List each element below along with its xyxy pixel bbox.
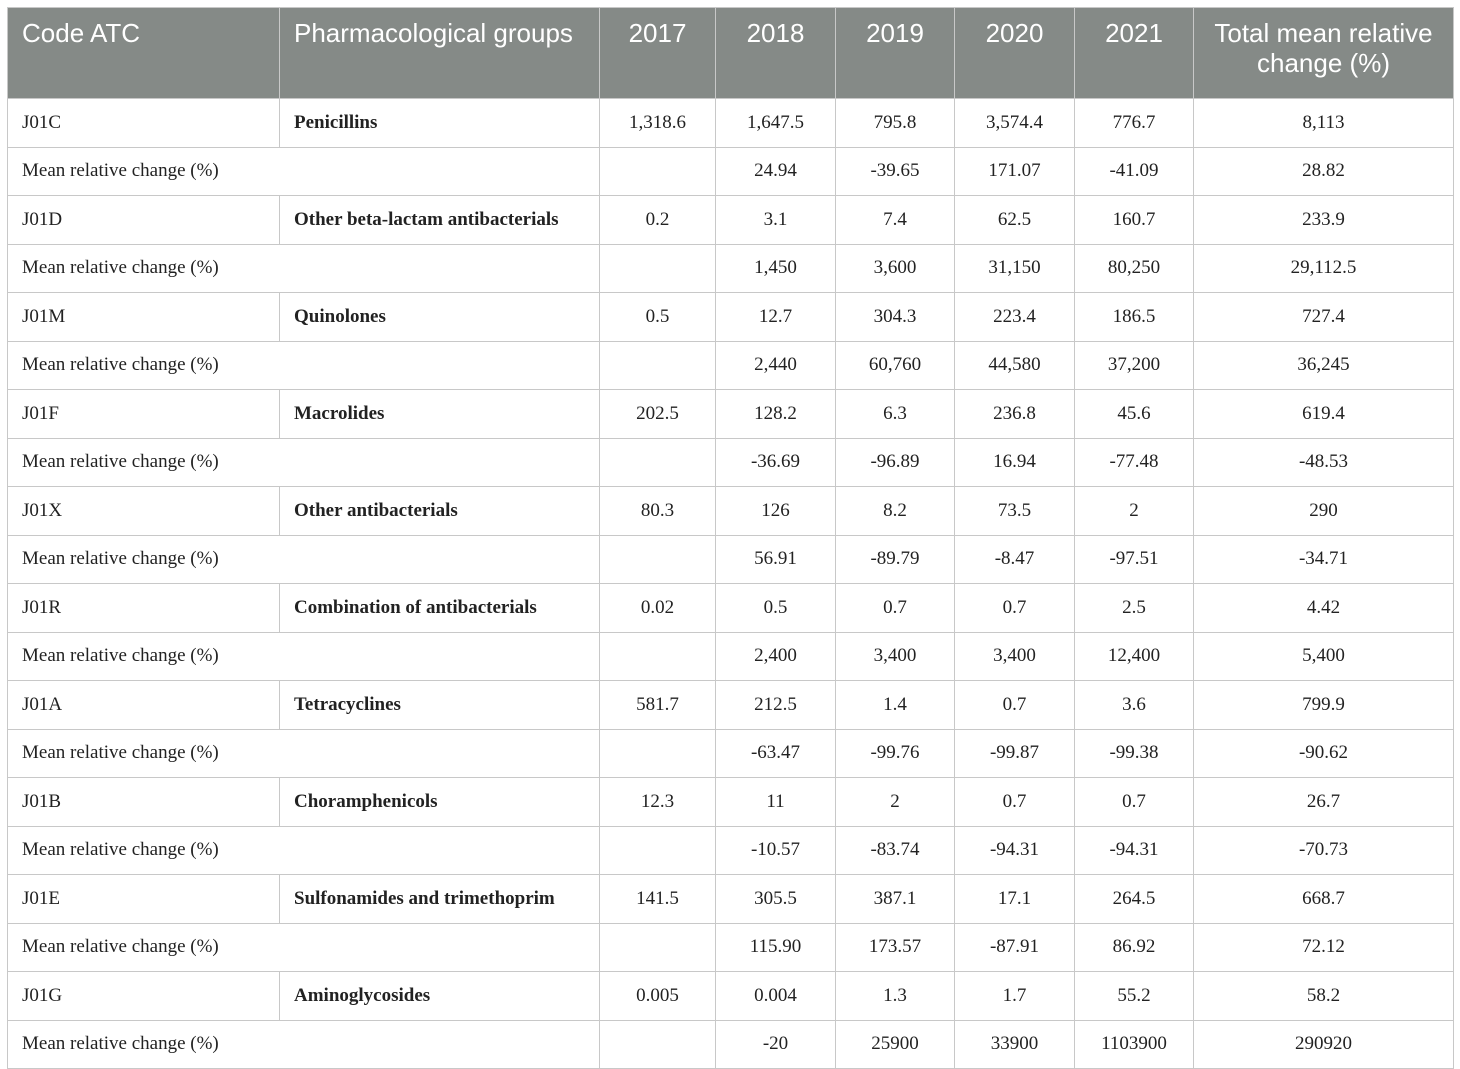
mean-relative-change-label: Mean relative change (%) [8, 632, 600, 681]
value-cell: 212.5 [716, 681, 836, 730]
table-row-group [8, 293, 1454, 342]
empty-cell [600, 147, 716, 196]
change-cell: -10.57 [716, 826, 836, 875]
table-row-group [8, 196, 1454, 245]
change-cell: -99.87 [955, 729, 1075, 778]
value-cell: 160.7 [1075, 196, 1194, 245]
change-cell: 1,450 [716, 244, 836, 293]
value-cell: 0.7 [955, 681, 1075, 730]
value-cell: 0.004 [716, 972, 836, 1021]
change-cell: 24.94 [716, 147, 836, 196]
change-cell: 3,400 [836, 632, 955, 681]
change-cell: -41.09 [1075, 147, 1194, 196]
change-cell: -87.91 [955, 923, 1075, 972]
change-cell: -99.76 [836, 729, 955, 778]
value-cell: 0.005 [600, 972, 716, 1021]
atc-code-cell: J01X [8, 487, 280, 536]
value-cell: 141.5 [600, 875, 716, 924]
mean-relative-change-label: Mean relative change (%) [8, 826, 600, 875]
table-row-mean-relative-change [8, 147, 1454, 196]
table-body [8, 99, 1454, 1069]
mean-relative-change-label: Mean relative change (%) [8, 923, 600, 972]
value-cell: 2 [1075, 487, 1194, 536]
value-cell: 3,574.4 [955, 99, 1075, 148]
change-cell: -39.65 [836, 147, 955, 196]
group-name-cell: Quinolones [280, 293, 600, 342]
empty-cell [600, 923, 716, 972]
group-name-cell: Sulfonamides and trimethoprim [280, 875, 600, 924]
mean-relative-change-label: Mean relative change (%) [8, 147, 600, 196]
change-cell: -36.69 [716, 438, 836, 487]
value-cell: 126 [716, 487, 836, 536]
value-cell: 45.6 [1075, 390, 1194, 439]
value-cell: 7.4 [836, 196, 955, 245]
change-cell: 173.57 [836, 923, 955, 972]
value-cell: 581.7 [600, 681, 716, 730]
value-cell: 6.3 [836, 390, 955, 439]
header-pharmacological-groups: Pharmacological groups [280, 8, 600, 99]
value-cell: 80.3 [600, 487, 716, 536]
change-cell: 28.82 [1194, 147, 1454, 196]
value-cell: 8,113 [1194, 99, 1454, 148]
header-2020: 2020 [955, 8, 1075, 99]
table-row-group [8, 99, 1454, 148]
value-cell: 799.9 [1194, 681, 1454, 730]
change-cell: 60,760 [836, 341, 955, 390]
change-cell: 29,112.5 [1194, 244, 1454, 293]
table-row-mean-relative-change [8, 438, 1454, 487]
change-cell: 3,600 [836, 244, 955, 293]
change-cell: 36,245 [1194, 341, 1454, 390]
value-cell: 2 [836, 778, 955, 827]
atc-code-cell: J01B [8, 778, 280, 827]
value-cell: 4.42 [1194, 584, 1454, 633]
atc-code-cell: J01C [8, 99, 280, 148]
group-name-cell: Other beta-lactam antibacterials [280, 196, 600, 245]
group-name-cell: Penicillins [280, 99, 600, 148]
change-cell: 16.94 [955, 438, 1075, 487]
atc-code-cell: J01F [8, 390, 280, 439]
atc-code-cell: J01R [8, 584, 280, 633]
change-cell: -8.47 [955, 535, 1075, 584]
change-cell: 3,400 [955, 632, 1075, 681]
table-row-mean-relative-change [8, 632, 1454, 681]
antibacterial-consumption-table [7, 7, 1454, 1069]
change-cell: 1103900 [1075, 1020, 1194, 1069]
atc-code-cell: J01E [8, 875, 280, 924]
value-cell: 233.9 [1194, 196, 1454, 245]
group-name-cell: Macrolides [280, 390, 600, 439]
empty-cell [600, 244, 716, 293]
change-cell: 171.07 [955, 147, 1075, 196]
table-row-mean-relative-change [8, 923, 1454, 972]
change-cell: -96.89 [836, 438, 955, 487]
value-cell: 0.7 [836, 584, 955, 633]
value-cell: 223.4 [955, 293, 1075, 342]
value-cell: 0.02 [600, 584, 716, 633]
change-cell: 31,150 [955, 244, 1075, 293]
value-cell: 26.7 [1194, 778, 1454, 827]
table-row-mean-relative-change [8, 729, 1454, 778]
value-cell: 0.7 [1075, 778, 1194, 827]
empty-cell [600, 535, 716, 584]
change-cell: 2,440 [716, 341, 836, 390]
atc-code-cell: J01A [8, 681, 280, 730]
group-name-cell: Tetracyclines [280, 681, 600, 730]
table-row-group [8, 487, 1454, 536]
value-cell: 0.5 [716, 584, 836, 633]
header-2018: 2018 [716, 8, 836, 99]
table-row-group [8, 972, 1454, 1021]
value-cell: 202.5 [600, 390, 716, 439]
value-cell: 12.3 [600, 778, 716, 827]
table-row-mean-relative-change [8, 826, 1454, 875]
value-cell: 387.1 [836, 875, 955, 924]
header-total-mean-relative-change: Total mean relative change (%) [1194, 8, 1454, 99]
empty-cell [600, 341, 716, 390]
change-cell: -89.79 [836, 535, 955, 584]
value-cell: 128.2 [716, 390, 836, 439]
value-cell: 1.4 [836, 681, 955, 730]
empty-cell [600, 438, 716, 487]
value-cell: 11 [716, 778, 836, 827]
table-row-mean-relative-change [8, 244, 1454, 293]
value-cell: 186.5 [1075, 293, 1194, 342]
header-code-atc: Code ATC [8, 8, 280, 99]
change-cell: 86.92 [1075, 923, 1194, 972]
change-cell: -94.31 [1075, 826, 1194, 875]
mean-relative-change-label: Mean relative change (%) [8, 1020, 600, 1069]
value-cell: 264.5 [1075, 875, 1194, 924]
table-row-mean-relative-change [8, 535, 1454, 584]
atc-code-cell: J01M [8, 293, 280, 342]
change-cell: -77.48 [1075, 438, 1194, 487]
group-name-cell: Other antibacterials [280, 487, 600, 536]
value-cell: 727.4 [1194, 293, 1454, 342]
value-cell: 0.7 [955, 778, 1075, 827]
change-cell: 115.90 [716, 923, 836, 972]
value-cell: 305.5 [716, 875, 836, 924]
value-cell: 8.2 [836, 487, 955, 536]
change-cell: 80,250 [1075, 244, 1194, 293]
change-cell: -94.31 [955, 826, 1075, 875]
empty-cell [600, 826, 716, 875]
table-row-group [8, 681, 1454, 730]
change-cell: 2,400 [716, 632, 836, 681]
mean-relative-change-label: Mean relative change (%) [8, 729, 600, 778]
value-cell: 290 [1194, 487, 1454, 536]
value-cell: 2.5 [1075, 584, 1194, 633]
change-cell: -83.74 [836, 826, 955, 875]
change-cell: -99.38 [1075, 729, 1194, 778]
change-cell: 44,580 [955, 341, 1075, 390]
change-cell: -20 [716, 1020, 836, 1069]
value-cell: 55.2 [1075, 972, 1194, 1021]
value-cell: 17.1 [955, 875, 1075, 924]
value-cell: 1,318.6 [600, 99, 716, 148]
mean-relative-change-label: Mean relative change (%) [8, 341, 600, 390]
value-cell: 1,647.5 [716, 99, 836, 148]
change-cell: 5,400 [1194, 632, 1454, 681]
value-cell: 3.1 [716, 196, 836, 245]
group-name-cell: Choramphenicols [280, 778, 600, 827]
header-2021: 2021 [1075, 8, 1194, 99]
change-cell: -97.51 [1075, 535, 1194, 584]
value-cell: 795.8 [836, 99, 955, 148]
table-row-group [8, 584, 1454, 633]
header-row [8, 8, 1454, 99]
header-2017: 2017 [600, 8, 716, 99]
change-cell: 56.91 [716, 535, 836, 584]
group-name-cell: Combination of antibacterials [280, 584, 600, 633]
value-cell: 0.7 [955, 584, 1075, 633]
change-cell: 37,200 [1075, 341, 1194, 390]
value-cell: 62.5 [955, 196, 1075, 245]
change-cell: -63.47 [716, 729, 836, 778]
change-cell: -70.73 [1194, 826, 1454, 875]
value-cell: 12.7 [716, 293, 836, 342]
value-cell: 1.7 [955, 972, 1075, 1021]
value-cell: 73.5 [955, 487, 1075, 536]
change-cell: 25900 [836, 1020, 955, 1069]
change-cell: 72.12 [1194, 923, 1454, 972]
empty-cell [600, 632, 716, 681]
value-cell: 0.2 [600, 196, 716, 245]
table-row-mean-relative-change [8, 341, 1454, 390]
table-row-group [8, 778, 1454, 827]
value-cell: 619.4 [1194, 390, 1454, 439]
change-cell: -90.62 [1194, 729, 1454, 778]
value-cell: 58.2 [1194, 972, 1454, 1021]
empty-cell [600, 1020, 716, 1069]
value-cell: 776.7 [1075, 99, 1194, 148]
atc-code-cell: J01G [8, 972, 280, 1021]
table-row-group [8, 875, 1454, 924]
change-cell: 290920 [1194, 1020, 1454, 1069]
value-cell: 3.6 [1075, 681, 1194, 730]
change-cell: 12,400 [1075, 632, 1194, 681]
value-cell: 1.3 [836, 972, 955, 1021]
value-cell: 668.7 [1194, 875, 1454, 924]
value-cell: 0.5 [600, 293, 716, 342]
value-cell: 304.3 [836, 293, 955, 342]
header-2019: 2019 [836, 8, 955, 99]
mean-relative-change-label: Mean relative change (%) [8, 244, 600, 293]
change-cell: 33900 [955, 1020, 1075, 1069]
value-cell: 236.8 [955, 390, 1075, 439]
group-name-cell: Aminoglycosides [280, 972, 600, 1021]
change-cell: -34.71 [1194, 535, 1454, 584]
table-row-mean-relative-change [8, 1020, 1454, 1069]
mean-relative-change-label: Mean relative change (%) [8, 535, 600, 584]
empty-cell [600, 729, 716, 778]
change-cell: -48.53 [1194, 438, 1454, 487]
atc-code-cell: J01D [8, 196, 280, 245]
table-row-group [8, 390, 1454, 439]
mean-relative-change-label: Mean relative change (%) [8, 438, 600, 487]
